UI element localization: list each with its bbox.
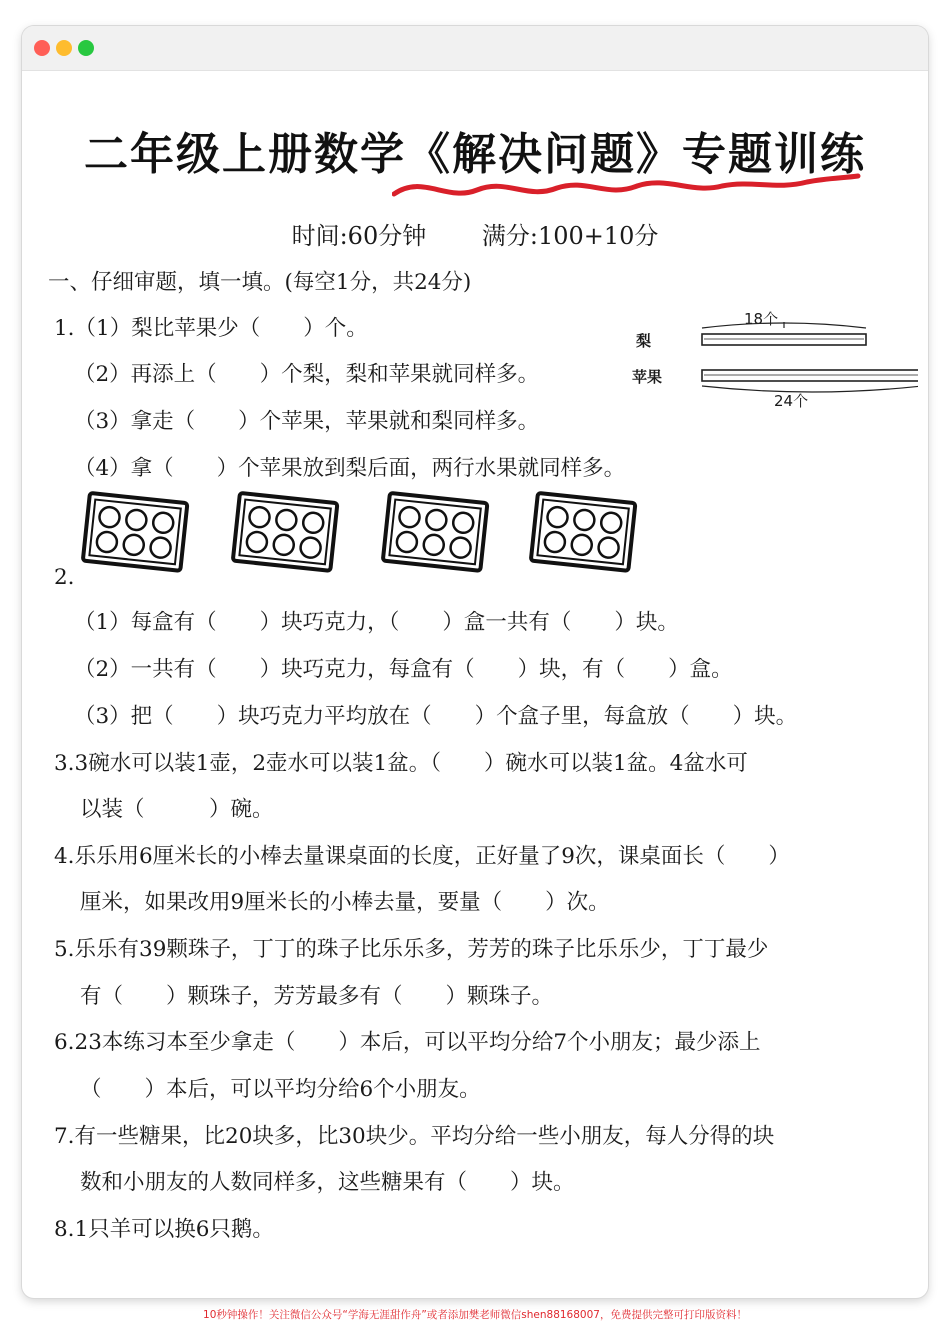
fruit-comparison-diagram <box>628 308 918 408</box>
q8-line-1: 8.1只羊可以换6只鹅。 <box>54 1217 274 1242</box>
q5-line-2: 有（ ）颗珠子，芳芳最多有（ ）颗珠子。 <box>80 984 554 1009</box>
q1-line-4: （4）拿（ ）个苹果放到梨后面，两行水果就同样多。 <box>74 456 626 481</box>
q1-line-3: （3）拿走（ ）个苹果，苹果就和梨同样多。 <box>74 409 540 434</box>
bar-model-graphic <box>628 308 918 408</box>
chocolate-boxes-illustration <box>80 488 640 578</box>
chocolate-box-icon <box>528 488 640 578</box>
pear-count-label: 18个 <box>744 310 779 328</box>
q5-line-1: 5.乐乐有39颗珠子，丁丁的珠子比乐乐多，芳芳的珠子比乐乐少，丁丁最少 <box>54 937 769 962</box>
page-title: 二年级上册数学《解决问题》专题训练 <box>84 129 866 180</box>
minimize-window-button[interactable] <box>56 40 72 56</box>
chocolate-box-icon <box>230 488 342 578</box>
apple-count-label: 24个 <box>774 392 809 410</box>
q3-line-1: 3.3碗水可以装1壶，2壶水可以装1盆。（ ）碗水可以装1盆。4盆水可 <box>54 751 748 776</box>
pear-label: 梨 <box>636 332 652 350</box>
q2-line-1: （1）每盒有（ ）块巧克力，（ ）盒一共有（ ）块。 <box>74 610 679 635</box>
chocolate-box-icon <box>80 488 192 578</box>
q7-line-2: 数和小朋友的人数同样多，这些糖果有（ ）块。 <box>80 1170 575 1195</box>
time-limit: 时间:60分钟 <box>291 222 427 250</box>
full-score: 满分:100+10分 <box>481 222 659 250</box>
q3-line-2: 以装（ ）碗。 <box>80 797 274 822</box>
q1-line-1: 1.（1）梨比苹果少（ ）个。 <box>54 316 368 341</box>
apple-label: 苹果 <box>632 368 663 386</box>
q1-line-2: （2）再添上（ ）个梨，梨和苹果就同样多。 <box>74 362 540 387</box>
q6-line-1: 6.23本练习本至少拿走（ ）本后，可以平均分给7个小朋友；最少添上 <box>54 1030 761 1055</box>
document-window <box>22 26 928 1298</box>
section-1-heading: 一、仔细审题，填一填。(每空1分，共24分) <box>48 270 472 295</box>
chocolate-box-icon <box>380 488 492 578</box>
q2-line-2: （2）一共有（ ）块巧克力，每盒有（ ）块，有（ ）盒。 <box>74 657 733 682</box>
q2-line-3: （3）把（ ）块巧克力平均放在（ ）个盒子里，每盒放（ ）块。 <box>74 704 798 729</box>
q7-line-1: 7.有一些糖果，比20块多，比30块少。平均分给一些小朋友，每人分得的块 <box>54 1124 775 1149</box>
q2-number: 2. <box>54 565 75 590</box>
maximize-window-button[interactable] <box>78 40 94 56</box>
q6-line-2: （ ）本后，可以平均分给6个小朋友。 <box>80 1077 481 1102</box>
title-underline-squiggle <box>392 172 862 206</box>
exam-info <box>22 216 928 251</box>
q4-line-2: 厘米，如果改用9厘米长的小棒去量，要量（ ）次。 <box>80 890 610 915</box>
window-titlebar <box>22 26 928 71</box>
footer-notice: 10秒钟操作！关注微信公众号“学海无涯甜作舟”或者添加樊老师微信shen88168007，免费提供完整可打印版资料！ <box>203 1309 747 1321</box>
close-window-button[interactable] <box>34 40 50 56</box>
q4-line-1: 4.乐乐用6厘米长的小棒去量课桌面的长度，正好量了9次，课桌面长（ ） <box>54 844 790 869</box>
